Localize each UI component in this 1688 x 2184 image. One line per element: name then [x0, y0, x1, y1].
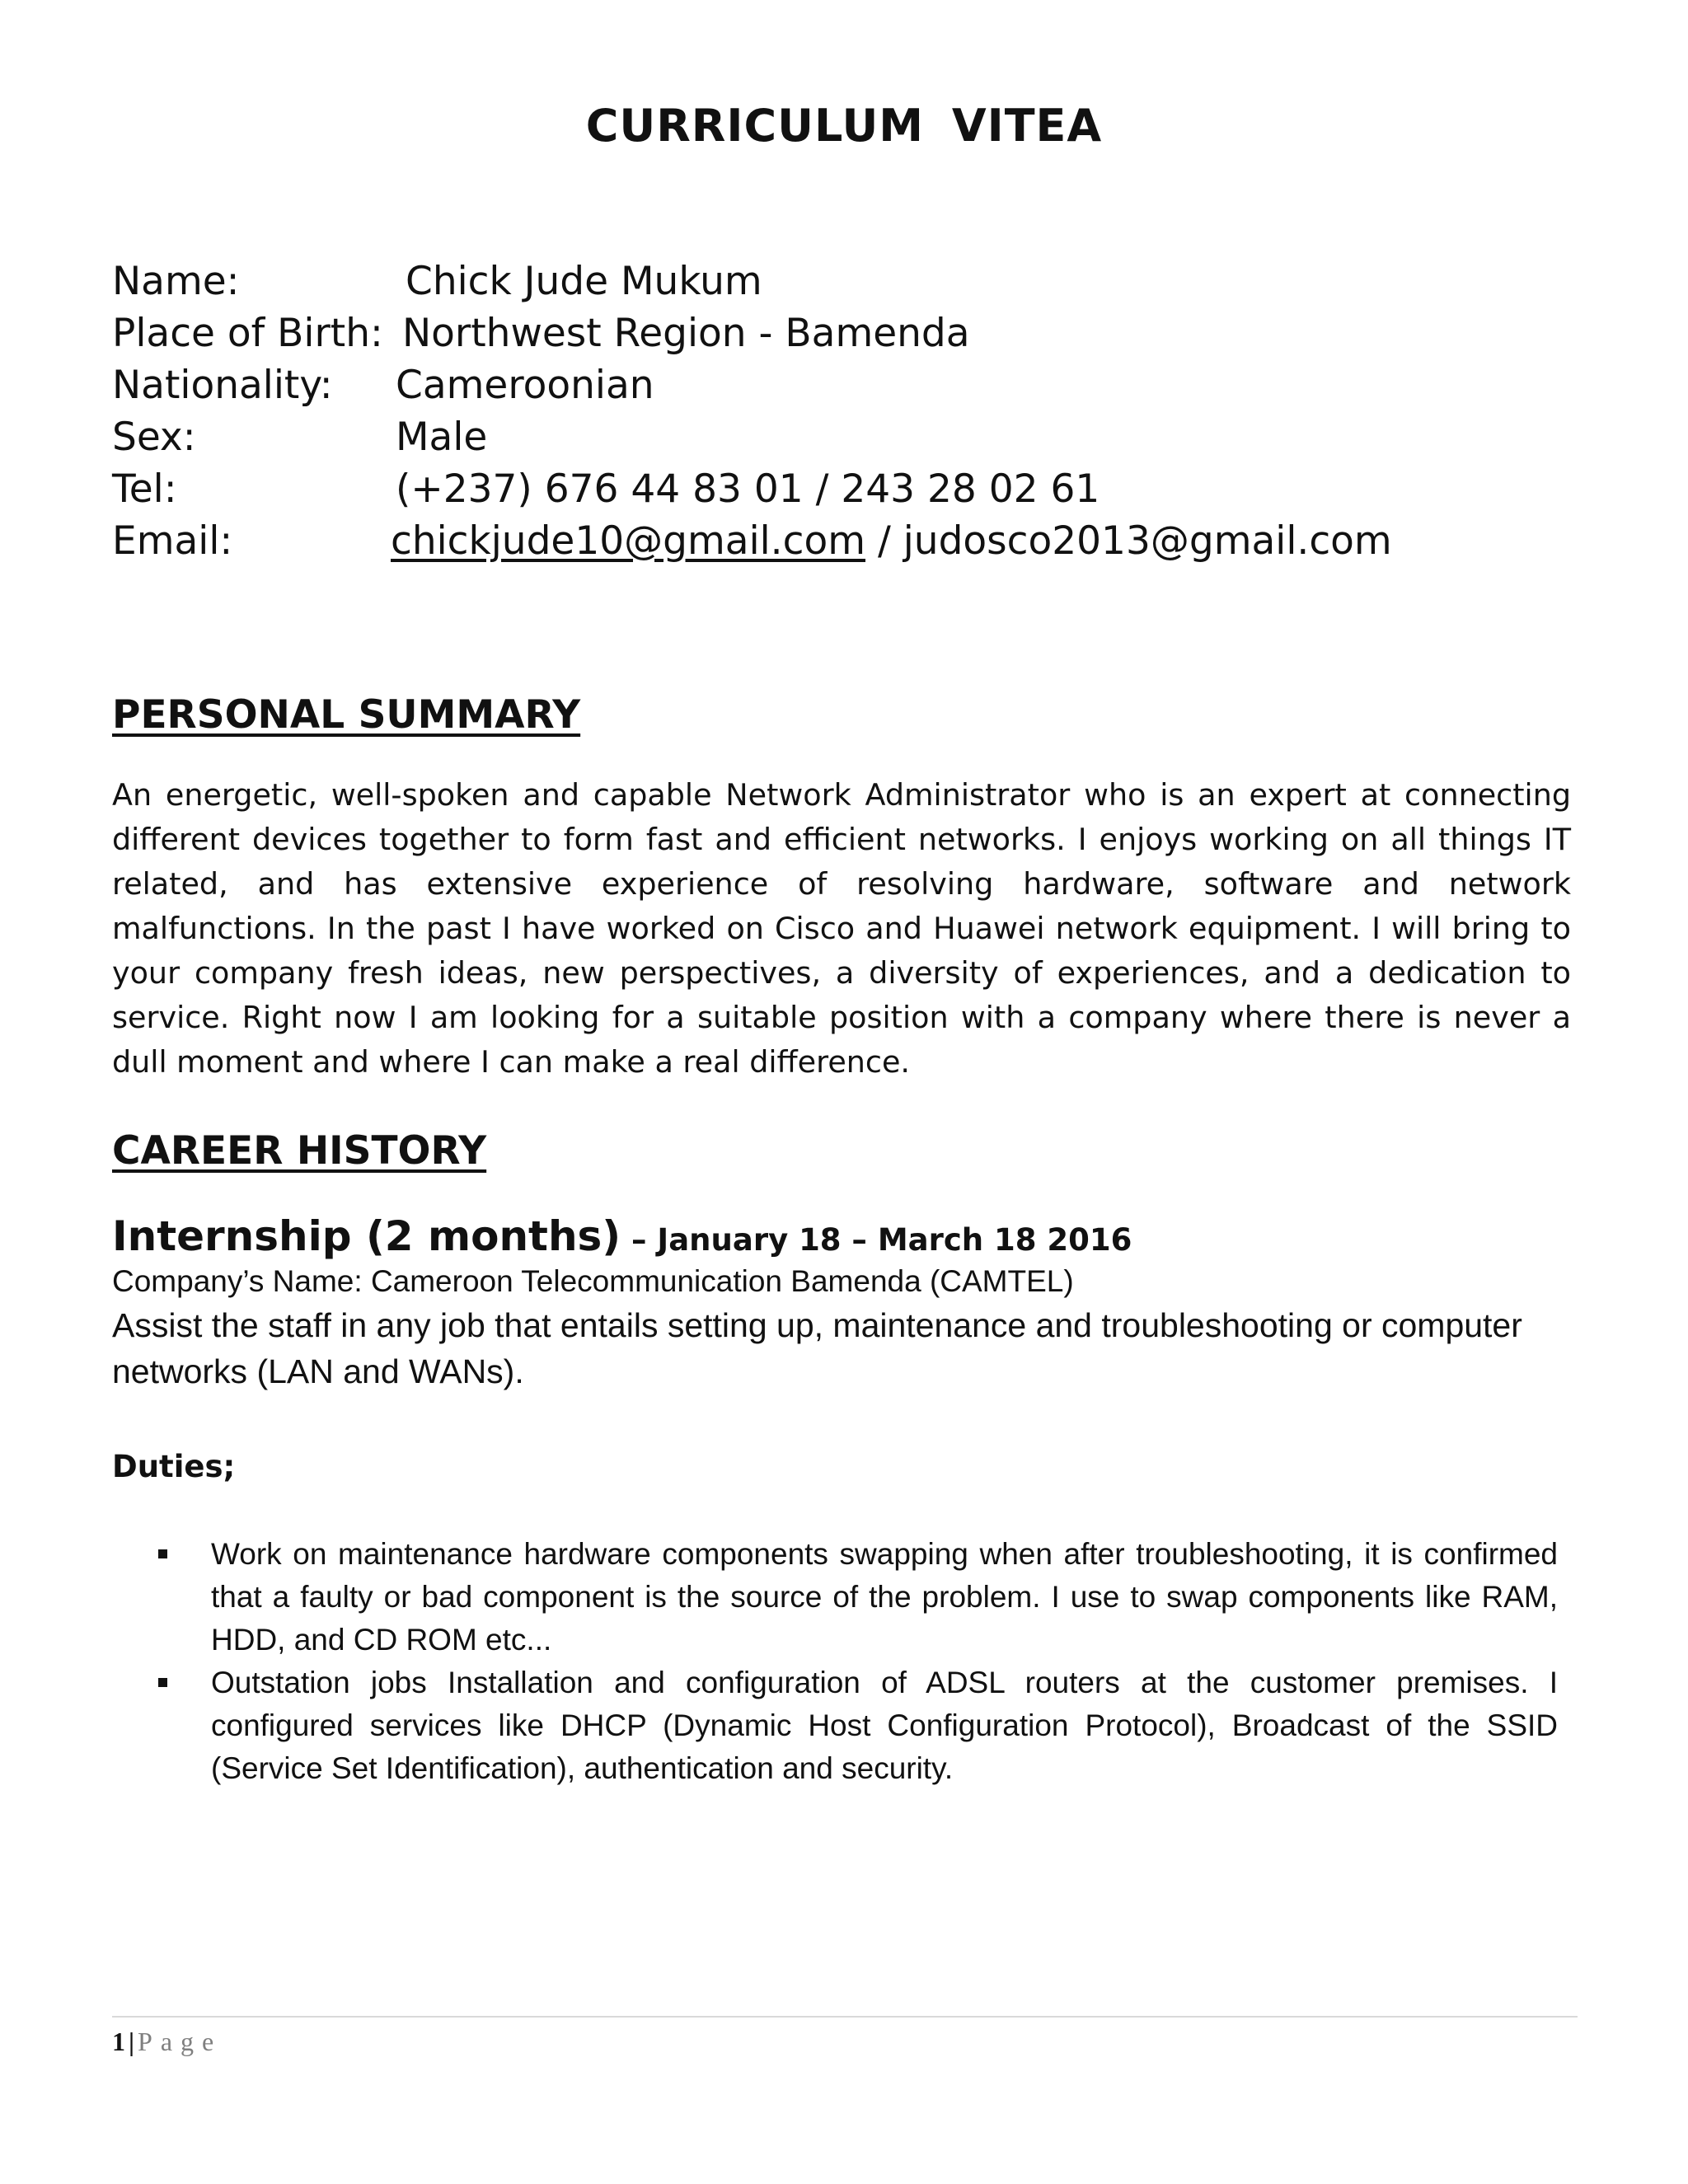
email-values — [391, 515, 1392, 567]
name-label: Name: — [112, 259, 240, 304]
job-dates: – January 18 – March 18 2016 — [621, 1222, 1132, 1258]
duties-list — [112, 1533, 1558, 1790]
tel-value: (+237) 676 44 83 01 / 243 28 02 61 — [396, 466, 1100, 512]
list-item — [112, 1533, 1558, 1661]
page-footer — [112, 2023, 222, 2060]
birthplace-label: Place of Birth: — [112, 311, 383, 356]
tel-label: Tel: — [112, 466, 177, 512]
name-value: Chick Jude Mukum — [406, 259, 762, 304]
birthplace-value: Northwest Region - Bamenda — [402, 311, 970, 356]
footer-divider — [112, 2016, 1578, 2018]
personal-summary-heading: PERSONAL SUMMARY — [112, 692, 581, 738]
personal-summary-text: An energetic, well-spoken and capable Network Administrator who is an expert at connecting different devices together to form fast and efficient networks. I enjoys working on all things IT related, and has extensive experience of resolving hardware, software and network malfunctions. In the past I have worked on Cisco and Huawei network equipment. I will bring to your company fresh ideas, new perspectives, a diversity of experiences, and a dedication to service. Right now I am looking for a suitable position with a company where there is never a dull moment and where I can make a real difference. — [112, 777, 1571, 1080]
company-name: Company’s Name: Cameroon Telecommunication Bamenda (CAMTEL) — [112, 1264, 1074, 1298]
page-number: 1 — [112, 2027, 125, 2056]
footer-separator: | — [129, 2027, 135, 2056]
page-word: Page — [138, 2027, 223, 2056]
email-label: Email: — [112, 518, 233, 564]
email-link-primary[interactable]: chickjude10@gmail.com — [391, 518, 866, 564]
nationality-label: Nationality: — [112, 363, 333, 408]
list-item — [112, 1661, 1558, 1790]
job-title: Internship (2 months) — [112, 1212, 621, 1260]
square-bullet-icon — [158, 1678, 167, 1687]
job-description: Assist the staff in any job that entails setting up, maintenance and troubleshooting or computer networks (LAN and WANs). — [112, 1306, 1522, 1390]
career-history-heading: CAREER HISTORY — [112, 1128, 487, 1174]
sex-label: Sex: — [112, 415, 196, 460]
duty-text: Outstation jobs Installation and configuration of ADSL routers at the customer premises. I configured services like DHCP (Dynamic Host Configuration Protocol), Broadcast of the SSID (Service Set Identification), authentication and security. — [211, 1666, 1558, 1785]
duties-heading: Duties; — [112, 1449, 236, 1484]
nationality-value: Cameroonian — [396, 363, 654, 408]
square-bullet-icon — [158, 1549, 167, 1558]
document-title: CURRICULUM VITEA — [585, 100, 1103, 152]
duty-text: Work on maintenance hardware components swapping when after troubleshooting, it is confirmed that a faulty or bad component is the source of the problem. I use to swap components like RAM, HDD, and CD ROM etc... — [211, 1537, 1558, 1657]
email-secondary: judosco2013@gmail.com — [903, 518, 1392, 564]
email-separator: / — [865, 518, 903, 564]
sex-value: Male — [396, 415, 488, 460]
